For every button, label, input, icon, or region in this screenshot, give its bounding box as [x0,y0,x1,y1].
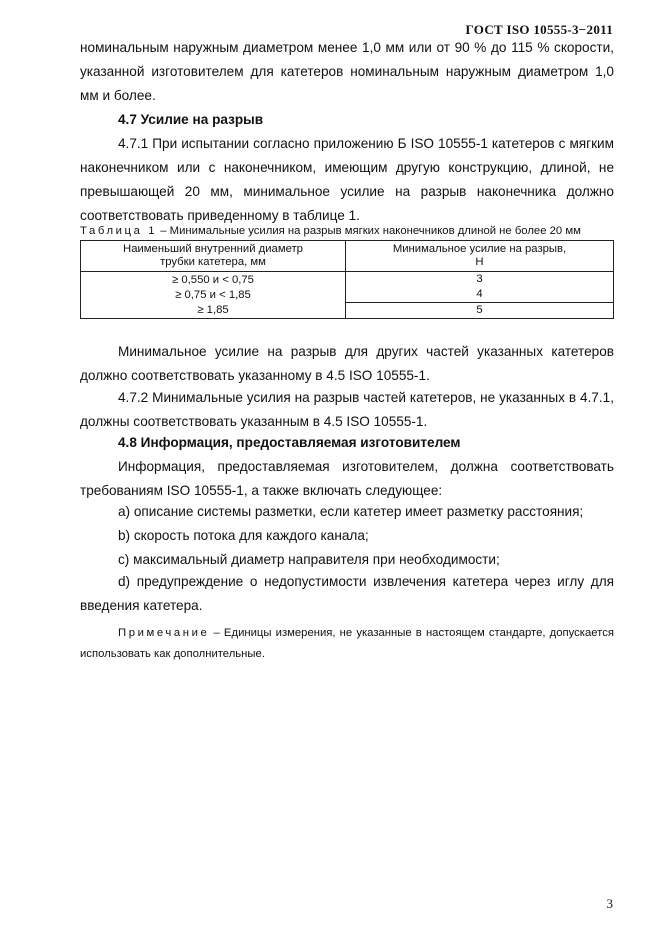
list-item: c) максимальный диаметр направителя при необходимости; [118,552,500,567]
paragraph-4-8-intro: Информация, предоставляемая изготовителем, должна соответствовать требованиям ISO 10555-1, а также включать следующее: [80,459,614,498]
force-value: 4 [476,288,483,300]
table-1-caption-label: Таблица 1 [80,225,158,237]
list-item: a) описание системы разметки, если катетер имеет разметку расстояния; [118,504,584,519]
force-cell [346,287,614,303]
table-1-caption-text: – Минимальные усилия на разрыв мягких наконечников длиной не более 20 мм [157,225,581,237]
note-label: Примечание [118,627,210,639]
table-1-caption [80,225,620,237]
document-header-id: ГОСТ ISO 10555-3−2011 [465,22,613,37]
col-diameter-header [81,241,346,272]
section-4-7-heading: 4.7 Усилие на разрыв [118,112,264,127]
note [80,623,614,665]
page-number: 3 [606,896,613,911]
table-row [81,272,614,288]
list-item: d) предупреждение о недопустимости извлечения катетера через иглу для введения катетера. [80,574,614,613]
force-cell [346,303,614,319]
table-1 [80,240,614,319]
note-text: – Единицы измерения, не указанные в настоящем стандарте, допускается использовать как дополнительные. [80,627,614,660]
diameter-cell [81,272,346,319]
paragraph-4-7-2: 4.7.2 Минимальные усилия на разрыв частей катетеров, не указанных в 4.7.1, должны соответствовать указанным в 4.5 ISO 10555-1. [80,390,614,429]
paragraph-continuation: номинальным наружным диаметром менее 1,0 мм или от 90 % до 115 % скорости, указанной изготовителем для катетеров номинальным наружным диаметром 1,0 мм и более. [80,40,614,103]
diameter-value: ≥ 1,85 [197,303,229,316]
col-force-header [346,241,614,272]
section-4-8-heading: 4.8 Информация, предоставляемая изготовителем [118,435,461,450]
col-diameter-header-line1: Наименьший внутренний диаметр [123,243,303,255]
col-diameter-header-line2: трубки катетера, мм [160,256,266,268]
diameter-value: ≥ 0,550 и < 0,75 [172,273,254,286]
table-header-row [81,241,614,272]
paragraph-other-parts: Минимальное усилие на разрыв для других частей указанных катетеров должно соответствовать указанному в 4.5 ISO 10555-1. [80,344,614,383]
force-value: 5 [476,304,483,316]
diameter-value: ≥ 0,75 и < 1,85 [175,288,251,301]
force-value: 3 [476,273,483,285]
list-item: b) скорость потока для каждого канала; [118,528,369,543]
col-force-header-line2: Н [475,256,484,268]
paragraph-4-7-1: 4.7.1 При испытании согласно приложению Б ISO 10555-1 катетеров с мягким наконечником или с наконечником, имеющим другую конструкцию, длиной, не превышающей 20 мм, минимальное усилие на разрыв наконечника должно соответствовать приведенному в таблице 1. [80,136,614,223]
force-cell [346,272,614,288]
col-force-header-line1: Минимальное усилие на разрыв, [392,243,567,255]
